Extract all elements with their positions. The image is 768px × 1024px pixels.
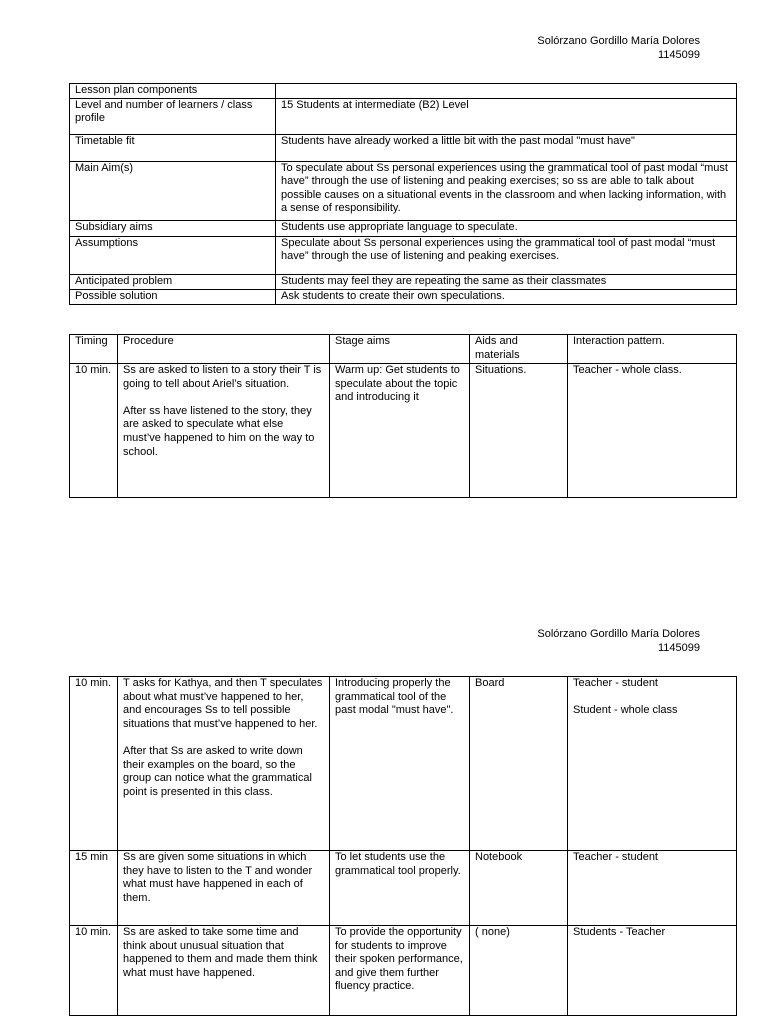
procedure-cell: Ss are asked to take some time and think about unusual situation that happened to them and made them think what must have happened. xyxy=(118,926,330,1016)
table-row xyxy=(70,98,737,134)
procedure-table-page2 xyxy=(69,676,737,1016)
student-id: 1145099 xyxy=(657,641,700,654)
row-label: Timetable fit xyxy=(70,134,276,161)
author-name: Solórzano Gordillo María Dolores xyxy=(537,628,700,640)
table-row xyxy=(70,677,737,851)
procedure-cell xyxy=(118,677,330,851)
table-row xyxy=(70,84,737,99)
stage-aims-cell: To provide the opportunity for students to improve their spoken performance, and give them further fluency practice. xyxy=(330,926,470,1016)
row-label: Possible solution xyxy=(70,289,276,304)
procedure-paragraph: After ss have listened to the story, they are asked to speculate what else must’ve happened to him on the way to school. xyxy=(123,404,315,458)
row-value: Students may feel they are repeating the same as their classmates xyxy=(276,274,737,289)
table-header-row xyxy=(70,335,737,364)
table-row xyxy=(70,274,737,289)
table-row xyxy=(70,364,737,498)
table-row xyxy=(70,220,737,236)
interaction-cell: Teacher - whole class. xyxy=(568,364,737,498)
row-label: Main Aim(s) xyxy=(70,161,276,220)
row-label: Lesson plan components xyxy=(70,84,276,99)
row-value: Speculate about Ss personal experiences using the grammatical tool of past modal “must have” through the use of listening and peaking exercises. xyxy=(276,236,737,274)
timing-cell: 10 min. xyxy=(70,364,118,498)
stage-aims-cell: Warm up: Get students to speculate about the topic and introducing it xyxy=(330,364,470,498)
row-label: Level and number of learners / class profile xyxy=(70,98,276,134)
aids-cell: Notebook xyxy=(470,851,568,926)
interaction-line: Teacher - student xyxy=(573,677,658,689)
row-label: Assumptions xyxy=(70,236,276,274)
stage-aims-cell: To let students use the grammatical tool properly. xyxy=(330,851,470,926)
row-value: 15 Students at intermediate (B2) Level xyxy=(276,98,737,134)
interaction-cell: Teacher - student xyxy=(568,851,737,926)
row-value: Ask students to create their own speculations. xyxy=(276,289,737,304)
aids-cell: Board xyxy=(470,677,568,851)
aids-cell: Situations. xyxy=(470,364,568,498)
student-id: 1145099 xyxy=(657,48,700,61)
header-aids: Aids and materials xyxy=(470,335,568,364)
table-row xyxy=(70,161,737,220)
author-name: Solórzano Gordillo María Dolores xyxy=(537,35,700,47)
table-row xyxy=(70,926,737,1016)
timing-cell: 15 min xyxy=(70,851,118,926)
row-value xyxy=(276,84,737,99)
interaction-cell xyxy=(568,677,737,851)
header-stage-aims: Stage aims xyxy=(330,335,470,364)
header-interaction: Interaction pattern. xyxy=(568,335,737,364)
interaction-line: Student - whole class xyxy=(573,704,678,717)
table-row xyxy=(70,236,737,274)
row-value: Students use appropriate language to speculate. xyxy=(276,220,737,236)
header-procedure: Procedure xyxy=(118,335,330,364)
table-row xyxy=(70,289,737,304)
page-header xyxy=(537,35,700,62)
table-row xyxy=(70,134,737,161)
row-label: Anticipated problem xyxy=(70,274,276,289)
header-timing: Timing xyxy=(70,335,118,364)
row-value: Students have already worked a little bit with the past modal "must have" xyxy=(276,134,737,161)
interaction-cell: Students - Teacher xyxy=(568,926,737,1016)
timing-cell: 10 min. xyxy=(70,677,118,851)
page-header xyxy=(537,628,700,655)
row-value: To speculate about Ss personal experiences using the grammatical tool of past modal “must have” through the use of listening and peaking exercises; so ss are able to talk about possible causes on a situational events in the classroom and when lacking information, with a sense of responsibility. xyxy=(276,161,737,220)
procedure-table-page1 xyxy=(69,334,737,498)
procedure-paragraph: Ss are asked to listen to a story their T is going to tell about Ariel’s situation. xyxy=(123,364,322,390)
aids-cell: ( none) xyxy=(470,926,568,1016)
stage-aims-cell: Introducing properly the grammatical tool of the past modal "must have". xyxy=(330,677,470,851)
procedure-cell: Ss are given some situations in which they have to listen to the T and wonder what must have happened in each of them. xyxy=(118,851,330,926)
lesson-plan-table xyxy=(69,83,737,305)
procedure-paragraph: T asks for Kathya, and then T speculates about what must’ve happened to her, and encourages Ss to tell possible situations that must’ve happened to her. xyxy=(123,677,323,730)
timing-cell: 10 min. xyxy=(70,926,118,1016)
procedure-cell xyxy=(118,364,330,498)
table-row xyxy=(70,851,737,926)
procedure-paragraph: After that Ss are asked to write down their examples on the board, so the group can notice what the grammatical point is presented in this class. xyxy=(123,744,312,798)
row-label: Subsidiary aims xyxy=(70,220,276,236)
